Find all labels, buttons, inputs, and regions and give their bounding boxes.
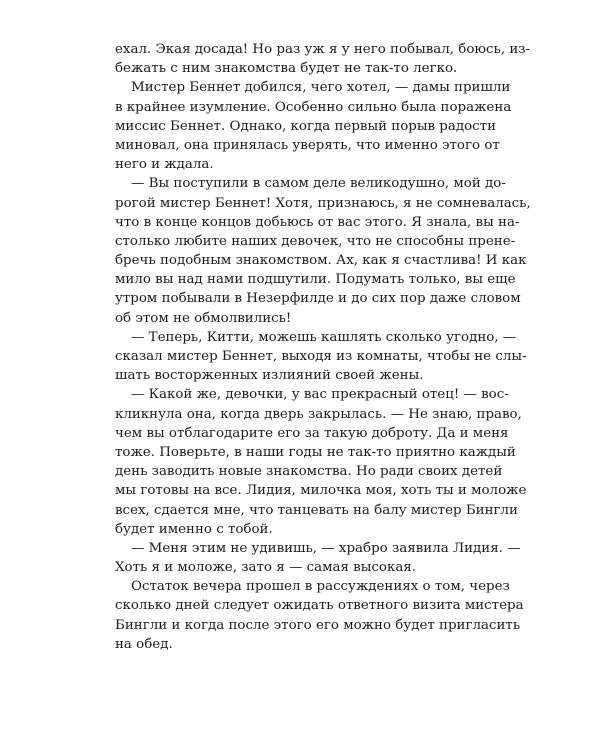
text-line: миновал, она принялась уверять, что именно этого от xyxy=(115,137,500,153)
text-line: утром побывали в Незерфилде и до сих пор даже словом xyxy=(115,291,521,307)
text-line: бречь подобным знакомством. Ах, как я счастлива! И как xyxy=(115,253,527,269)
text-line: Остаток вечера прошел в рассуждениях о том, через xyxy=(131,579,510,595)
text-line: рогой мистер Беннет! Хотя, признаюсь, я не сомневалась, xyxy=(115,195,531,211)
paragraph xyxy=(115,40,531,78)
paragraph xyxy=(115,577,524,654)
text-line: — Меня этим не удивишь, — храбро заявила Лидия. — xyxy=(131,540,521,556)
text-line: Бингли и когда после этого его можно будет пригласить xyxy=(115,617,521,633)
paragraph xyxy=(115,174,531,328)
text-line: него и ждала. xyxy=(115,157,214,173)
text-line: об этом не обмолвились! xyxy=(115,310,292,326)
text-line: — Вы поступили в самом деле великодушно, мой до- xyxy=(131,176,506,192)
text-line: на обед. xyxy=(115,636,173,652)
text-line: всех, сдается мне, что танцевать на балу мистер Бингли xyxy=(115,502,518,518)
text-line: шать восторженных излияний своей жены. xyxy=(115,368,424,384)
text-line: в крайнее изумление. Особенно сильно была поражена xyxy=(115,99,512,115)
text-line: — Теперь, Китти, можешь кашлять сколько угодно, — xyxy=(131,329,517,345)
text-line: Мистер Беннет добился, чего хотел, — дамы пришли xyxy=(131,80,511,96)
text-line: миссис Беннет. Однако, когда первый порыв радости xyxy=(115,118,496,134)
text-line: Хоть я и моложе, зато я — самая высокая. xyxy=(115,560,417,576)
paragraph xyxy=(115,539,521,577)
text-line: сколько дней следует ожидать ответного визита мистера xyxy=(115,598,524,614)
text-line: мило вы над нами подшутили. Подумать только, вы еще xyxy=(115,272,516,288)
text-line: будет именно с тобой. xyxy=(115,521,273,537)
text-line: мы готовы на все. Лидия, милочка моя, хоть ты и моложе xyxy=(115,483,527,499)
text-line: столько любите наших девочек, что не способны прене- xyxy=(115,233,516,249)
paragraph xyxy=(115,385,527,539)
text-line: бежать с ним знакомства будет не так-то легко. xyxy=(115,61,458,77)
page-body-text xyxy=(115,40,531,654)
paragraph xyxy=(115,328,527,386)
text-line: тоже. Поверьте, в наши годы не так-то приятно каждый xyxy=(115,444,516,460)
text-line: кликнула она, когда дверь закрылась. — Не знаю, право, xyxy=(115,406,522,422)
text-line: чем вы отблагодарите его за такую доброту. Да и меня xyxy=(115,425,509,441)
text-line: — Какой же, девочки, у вас прекрасный отец! — вос- xyxy=(131,387,509,403)
text-line: ехал. Экая досада! Но раз уж я у него побывал, боюсь, из- xyxy=(115,42,531,57)
paragraph xyxy=(115,78,512,174)
text-line: день заводить новые знакомства. Но ради своих детей xyxy=(115,464,503,480)
text-line: сказал мистер Беннет, выходя из комнаты, чтобы не слы- xyxy=(115,349,527,364)
text-line: что в конце концов добьюсь от вас этого. Я знала, вы на- xyxy=(115,214,520,230)
